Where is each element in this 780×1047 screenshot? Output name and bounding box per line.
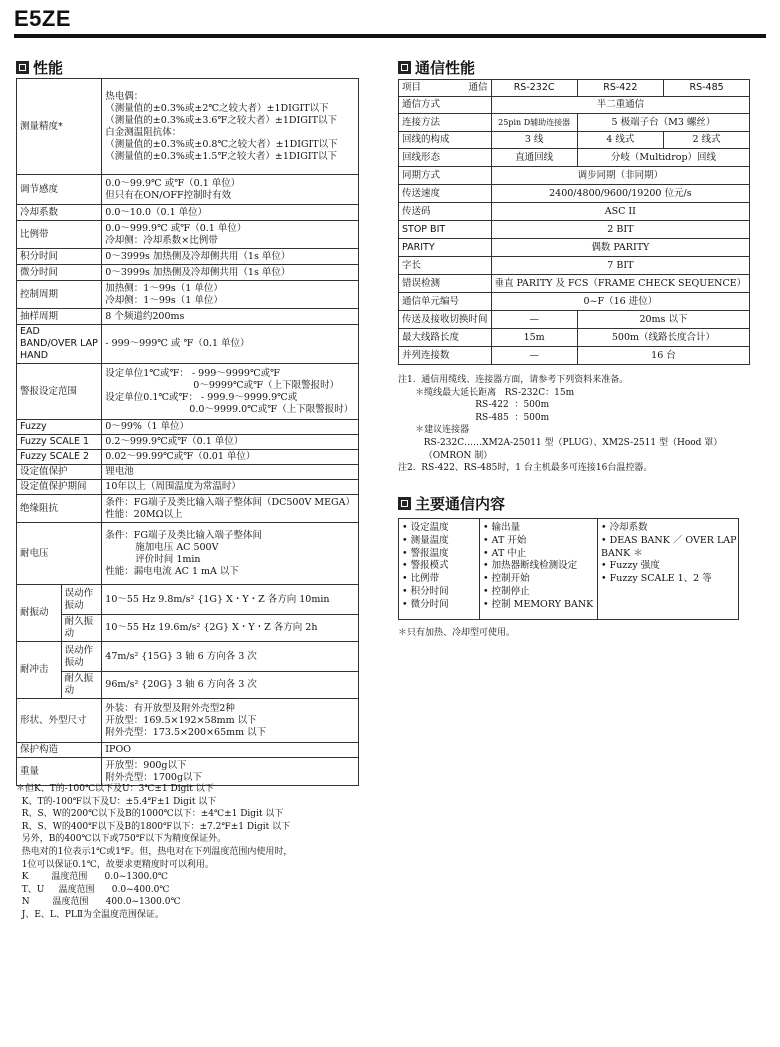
content-column-1 bbox=[399, 519, 480, 620]
brand-rule bbox=[14, 34, 766, 38]
table-row: Fuzzy SCALE 2 0.02～99.99℃或℉（0.01 单位） bbox=[17, 450, 359, 465]
comm-table bbox=[398, 79, 750, 365]
table-row: 积分时间 0～3999s 加热侧及冷却侧共用（1s 单位） bbox=[17, 249, 359, 265]
table-row: 比例带 0.0～999.9℃ 或℉（0.1 单位） 冷却侧：冷却系数×比例带 bbox=[17, 221, 359, 249]
table-row: STOP BIT 2 BIT bbox=[399, 221, 750, 239]
list-item: • 微分时间 bbox=[402, 598, 449, 610]
list-item: • Fuzzy 强度 bbox=[601, 560, 660, 572]
comm-footnote: 注1. 通信用缆线、连接器方面，请参考下列资料来准备。 ＊缆线最大延长距离 RS-232C：15m RS-422 ：500m RS-485 ：500m ＊建议连接器 RS-232C……XM2A-25011 型（PLUG）、XM2S-2511 型（Hood 罩） （OMRON 制） 注2. RS-422、RS-485时，1 台主机最多可连接16台温控器。 bbox=[398, 375, 723, 474]
performance-footnote: ＊但K、T的-100℃以下及U：3℃±1 Digit 以下 K、T的-100℉以下及U：±5.4℉±1 Digit 以下 R、S、W的200℃以下及B的1000℃以下：±4℃±1 Digit 以下 R、S、W的400℉以下及B的1800℉以下：±7.2℉±1 Digit 以下 另外，B的400℃以下或750℉以下为精度保证外。 热电对的1位表示1℃或1℉。但，热电对在下列温度范围内使用时， 1位可以保证0.1℃，故要求更精度时可以利用。 K 温度范围 0.0~1300.0℃ T、U 温度范围 0.0~400.0℃ N 温度范围 400.0~1300.0℃ J、E、L、PLⅡ为全温度范围保证。 bbox=[16, 784, 293, 920]
list-item: • AT 开始 bbox=[483, 534, 527, 546]
content-footnote: ＊只有加热、冷却型可使用。 bbox=[398, 628, 516, 638]
table-row: 传送及接收切换时间 — 20ms 以下 bbox=[399, 311, 750, 329]
list-item: • 控制停止 bbox=[483, 585, 530, 597]
table-row: 回线形态 直通回线 分岐（Multidrop）回线 bbox=[399, 149, 750, 167]
table-row: 传送速度 2400/4800/9600/19200 位元/s bbox=[399, 185, 750, 203]
table-row: 微分时间 0～3999s 加热侧及冷却侧共用（1s 单位） bbox=[17, 265, 359, 281]
table-row: 同期方式 调步同期（非同期） bbox=[399, 167, 750, 185]
table-row: 通信方式 半二重通信 bbox=[399, 97, 750, 114]
table-row: Fuzzy SCALE 1 0.2～999.9℃或℉（0.1 单位） bbox=[17, 435, 359, 450]
square-bullet-icon bbox=[398, 497, 411, 510]
comm-section-title: 通信性能 bbox=[398, 57, 475, 78]
list-item: • 输出量 bbox=[483, 522, 521, 533]
performance-section-title: 性能 bbox=[16, 57, 63, 78]
list-item: BANK ＊ bbox=[601, 547, 643, 559]
table-row: 控制周期 加热侧：1～99s（1 单位） 冷却侧：1～99s（1 单位） bbox=[17, 281, 359, 309]
comm-content-section-title: 主要通信内容 bbox=[398, 493, 505, 514]
list-item: • 设定温度 bbox=[402, 522, 449, 533]
list-item: • DEAS BANK ／ OVER LAP bbox=[601, 534, 737, 546]
table-row: 抽样周期 8 个频道约200ms bbox=[17, 309, 359, 325]
table-row: PARITY 偶数 PARITY bbox=[399, 239, 750, 257]
content-column-2 bbox=[480, 519, 598, 620]
table-row: 传送码 ASC II bbox=[399, 203, 750, 221]
table-row: 警报设定范围 设定单位1℃或℉： - 999～9999℃或℉ 0～9999℃或℉（上下限警报时） 设定单位0.1℃或℉： - 999.9～9999.9℃或 0.0～9999.0℃或℉（上下限警报时） bbox=[17, 364, 359, 420]
table-row: 字长 7 BIT bbox=[399, 257, 750, 275]
list-item: • 积分时间 bbox=[402, 585, 449, 597]
content-column-3 bbox=[598, 519, 739, 620]
accuracy-value: 热电偶： （测量值的±0.3%或±2℃之较大者）±1DIGIT以下 （测量值的±0.3%或±3.6℉之较大者）±1DIGIT以下 白金测温阻抗体： （测量值的±0.3%或±0.8℃之较大者）±1DIGIT以下 （测量值的±0.3%或±1.5℉之较大者）±1DIGIT以下 bbox=[102, 79, 359, 175]
table-row: 耐冲击 误动作振动 47m/s² {15G} 3 轴 6 方向各 3 次 bbox=[17, 642, 359, 672]
list-item: • 警报温度 bbox=[402, 547, 449, 559]
table-row: 绝缘阻抗 条件：FG端子及类比输入端子整体间（DC500V MEGA） 性能：20MΩ以上 bbox=[17, 495, 359, 523]
table-row: Fuzzy 0～99%（1 单位） bbox=[17, 420, 359, 435]
table-row: 耐久振动 10～55 Hz 19.6m/s² {2G} X・Y・Z 各方向 2h bbox=[17, 615, 359, 642]
table-row: 耐振动 误动作振动 10～55 Hz 9.8m/s² {1G} X・Y・Z 各方向 10min bbox=[17, 585, 359, 615]
list-item: • 控制开始 bbox=[483, 573, 530, 585]
square-bullet-icon bbox=[16, 61, 29, 74]
table-row bbox=[399, 519, 739, 620]
list-item: • 加热器断线检测设定 bbox=[483, 560, 578, 572]
table-row: 最大线路长度 15m 500m（线路长度合计） bbox=[399, 329, 750, 347]
table-row: 通信单元编号 0~F（16 进位） bbox=[399, 293, 750, 311]
table-row: 调节感度 0.0～99.9℃ 或℉（0.1 单位） 但只有在ON/OFF控制时有效 bbox=[17, 175, 359, 205]
list-item: • 冷却系数 bbox=[601, 522, 648, 533]
table-row: 保护构造 IPOO bbox=[17, 743, 359, 758]
table-row: 耐久振动 96m/s² {20G} 3 轴 6 方向各 3 次 bbox=[17, 672, 359, 699]
table-row bbox=[17, 79, 359, 175]
table-row: 形状、外型尺寸 外装：有开放型及附外壳型2种 开放型：169.5×192×58mm 以下 附外壳型：173.5×200×65mm 以下 bbox=[17, 699, 359, 743]
table-row: 设定值保护期间 10年以上（周围温度为常温时） bbox=[17, 480, 359, 495]
table-row: 重量 开放型：900g以下 附外壳型：1700g以下 bbox=[17, 758, 359, 786]
accuracy-label: 测量精度* bbox=[17, 79, 102, 175]
table-row: 冷却系数 0.0～10.0（0.1 单位） bbox=[17, 205, 359, 221]
list-item: • Fuzzy SCALE 1、2 等 bbox=[601, 573, 712, 585]
list-item: • 比例带 bbox=[402, 573, 440, 585]
list-item: • 警报模式 bbox=[402, 560, 449, 572]
brand-title: E5ZE bbox=[14, 6, 72, 31]
table-row: EAD BAND/OVER LAP HAND - 999～999℃ 或 ℉（0.1 单位） bbox=[17, 325, 359, 364]
comm-header-row: 项目 通信 RS-232C RS-422 RS-485 bbox=[399, 80, 750, 97]
table-row: 错误检测 垂直 PARITY 及 FCS（FRAME CHECK SEQUENCE） bbox=[399, 275, 750, 293]
table-row: 连接方法 25pin D辅助连接器 5 极端子台（M3 螺丝） bbox=[399, 114, 750, 132]
performance-table bbox=[16, 78, 359, 786]
table-row: 设定值保护 锂电池 bbox=[17, 465, 359, 480]
square-bullet-icon bbox=[398, 61, 411, 74]
table-row: 回线的构成 3 线 4 线式 2 线式 bbox=[399, 132, 750, 149]
comm-content-table bbox=[398, 518, 739, 620]
list-item: • 控制 MEMORY BANK bbox=[483, 598, 594, 610]
table-row: 耐电压 条件：FG端子及类比输入端子整体间 施加电压 AC 500V 评价时间 1min 性能：漏电电流 AC 1 mA 以下 bbox=[17, 523, 359, 585]
table-row: 并列连接数 — 16 台 bbox=[399, 347, 750, 365]
comm-header-item: 项目 通信 bbox=[399, 80, 492, 97]
list-item: • 测量温度 bbox=[402, 534, 449, 546]
list-item: • AT 中止 bbox=[483, 547, 527, 559]
